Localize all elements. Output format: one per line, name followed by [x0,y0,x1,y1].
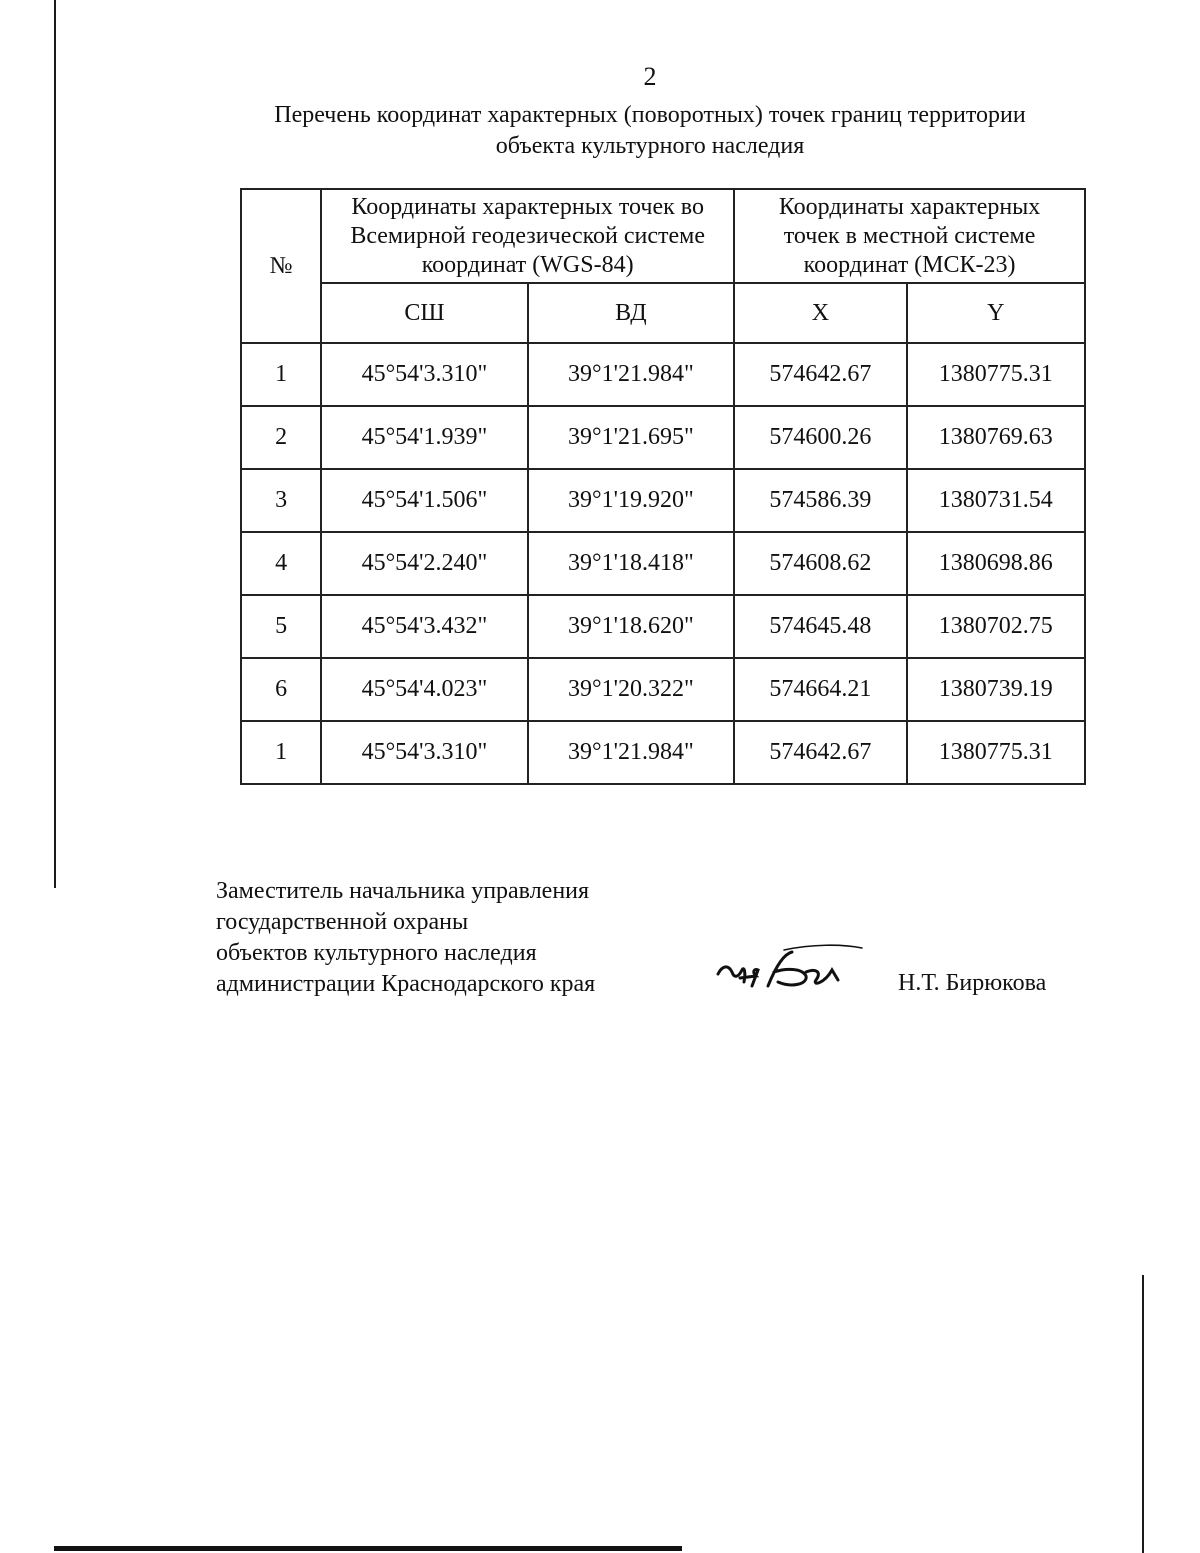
cell-latitude: 45°54'3.310" [321,721,527,784]
cell-longitude: 39°1'20.322" [528,658,734,721]
cell-x: 574586.39 [734,469,906,532]
header-wgs84-line: координат (WGS-84) [421,251,634,278]
document-title-line: объекта культурного наследия [495,133,805,159]
cell-x: 574664.21 [734,658,906,721]
signatory-position-line: Заместитель начальника управления [216,878,590,904]
cell-x: 574645.48 [734,595,906,658]
table-row [241,406,1085,469]
cell-latitude: 45°54'3.432" [321,595,527,658]
subheader-latitude: СШ [321,283,527,343]
subheader-x: X [734,283,906,343]
cell-x: 574642.67 [734,343,906,406]
cell-x: 574600.26 [734,406,906,469]
cell-point-number: 1 [241,343,321,406]
scan-border-left [54,0,56,888]
table-row [241,721,1085,784]
cell-latitude: 45°54'3.310" [321,343,527,406]
cell-point-number: 6 [241,658,321,721]
page-number: 2 [643,62,657,91]
cell-point-number: 5 [241,595,321,658]
table-row [241,469,1085,532]
cell-longitude: 39°1'21.984" [528,721,734,784]
header-number: № [241,189,321,343]
table-subheader-row [241,283,1085,343]
cell-latitude: 45°54'1.939" [321,406,527,469]
table-row [241,532,1085,595]
cell-y: 1380775.31 [907,343,1085,406]
cell-point-number: 3 [241,469,321,532]
cell-y: 1380698.86 [907,532,1085,595]
table-row [241,343,1085,406]
signatory-position [216,876,595,1000]
cell-y: 1380769.63 [907,406,1085,469]
header-wgs84-line: Координаты характерных точек во [351,193,704,220]
cell-point-number: 2 [241,406,321,469]
cell-y: 1380739.19 [907,658,1085,721]
handwritten-signature [712,942,872,1002]
coordinates-table [240,188,1086,785]
document-title [200,100,1100,162]
signatory-name: Н.Т. Бирюкова [898,970,1047,996]
scan-border-bottom [54,1546,682,1551]
cell-x: 574642.67 [734,721,906,784]
cell-point-number: 1 [241,721,321,784]
cell-y: 1380731.54 [907,469,1085,532]
cell-longitude: 39°1'19.920" [528,469,734,532]
scan-border-right [1142,1275,1144,1553]
subheader-longitude: ВД [528,283,734,343]
cell-longitude: 39°1'21.695" [528,406,734,469]
header-wgs84-line: Всемирной геодезической системе [350,222,706,249]
cell-longitude: 39°1'18.620" [528,595,734,658]
cell-y: 1380775.31 [907,721,1085,784]
document-title-line: Перечень координат характерных (поворотных) точек границ территории [274,102,1026,128]
cell-point-number: 4 [241,532,321,595]
cell-longitude: 39°1'21.984" [528,343,734,406]
cell-latitude: 45°54'4.023" [321,658,527,721]
cell-latitude: 45°54'2.240" [321,532,527,595]
header-msk23-line: координат (МСК-23) [803,251,1016,278]
header-wgs84 [321,189,734,283]
cell-longitude: 39°1'18.418" [528,532,734,595]
header-msk23-line: Координаты характерных [778,193,1041,220]
table-header-row [241,189,1085,283]
table-row [241,595,1085,658]
signatory-position-line: объектов культурного наследия [216,940,537,966]
signatory-position-line: администрации Краснодарского края [216,971,596,997]
header-msk23 [734,189,1085,283]
cell-latitude: 45°54'1.506" [321,469,527,532]
header-msk23-line: точек в местной системе [783,222,1036,249]
table-row [241,658,1085,721]
subheader-y: Y [907,283,1085,343]
cell-y: 1380702.75 [907,595,1085,658]
cell-x: 574608.62 [734,532,906,595]
signatory-position-line: государственной охраны [216,909,469,935]
